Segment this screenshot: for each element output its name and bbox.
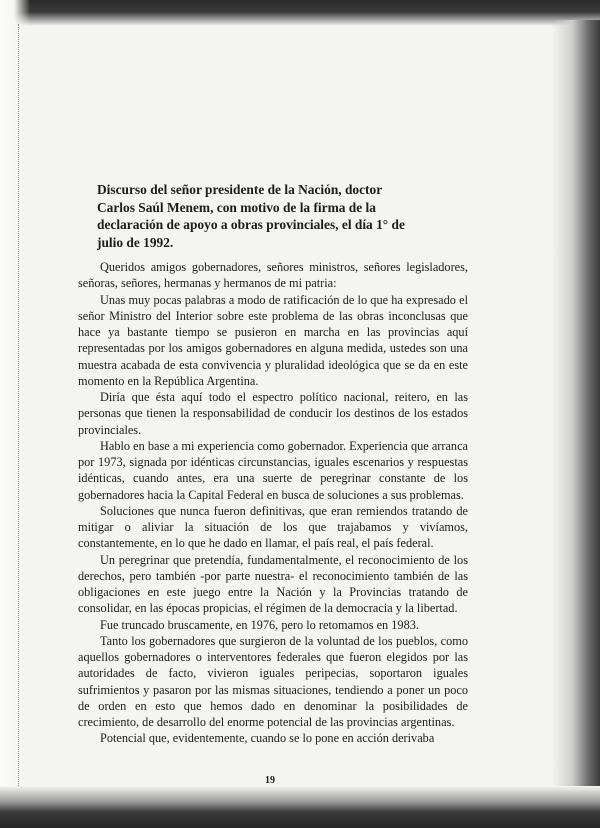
paragraph-3: Diría que ésta aquí todo el espectro político nacional, reitero, en las personas que tienen la responsabilidad de conducir los destinos de los estados provinciales.	[78, 390, 468, 437]
page-number: 19	[265, 775, 275, 786]
paragraph-6: Un peregrinar que pretendía, fundamentalmente, el reconocimiento de los derechos, pero también -por parte nuestra- el reconocimiento también de las obligaciones en este juego entre la Nación y la Provincias tratando de consolidar, en las épocas propicias, el régimen de la democracia y la libertad.	[78, 552, 468, 616]
paragraph-9: Potencial que, evidentemente, cuando se lo pone en acción derivaba	[100, 731, 435, 746]
paragraph-8: Tanto los gobernadores que surgieron de la voluntad de los pueblos, como aquellos gobernadores o interventores federales que fueron elegidos por las autoridades de facto, vivieron iguales peripecias, soportaron iguales sufrimientos y pasaron por las mismas situaciones, tendiendo a poner un poco de orden en esto que hemos dado en denominar la posibilidades de crecimiento, de desarrollo del enorme potencial de las provincias argentinas.	[78, 633, 468, 729]
scan-shadow-right	[552, 20, 600, 810]
speech-title: Discurso del señor presidente de la Nación, doctor Carlos Saúl Menem, con motivo de la firma de la declaración de apoyo a obras provinciales, el día 1° de julio de 1992.	[97, 182, 405, 250]
paragraph-5: Soluciones que nunca fueron definitivas, que eran remiendos tratando de mitigar o aliviar la situación de los que trajabamos y vivíamos, constantemente, en lo que he dado en llamar, el país real, el país federal.	[78, 503, 468, 551]
paragraph-1: Queridos amigos gobernadores, señores ministros, señores legisladores, señoras, señores, hermanas y hermanos de mi patria:	[78, 260, 468, 291]
paragraph-7: Fue truncado bruscamente, en 1976, pero lo retomamos en 1983.	[100, 617, 419, 632]
scan-binding-line	[18, 24, 19, 794]
scan-edge-left	[0, 0, 30, 828]
paragraph-4: Hablo en base a mi experiencia como gobernador. Experiencia que arranca por 1973, signada por idénticas circunstancias, iguales escenarios y respuestas idénticas, cuando antes, era una suerte de peregrinar constante de los gobernadores hacia la Capital Federal en busca de soluciones a sus problemas.	[78, 438, 468, 502]
speech-body	[78, 259, 468, 747]
scan-shadow-top	[0, 0, 600, 26]
paragraph-2: Unas muy pocas palabras a modo de ratificación de lo que ha expresado el señor Ministro del Interior sobre este problema de las obras inconclusas que hace ya bastante tiempo se pusieron en marcha en las provincias aquí representadas por los amigos gobernadores en alguna medida, ustedes son una muestra acabada de esta convivencia y pluralidad ideológica que se da en este momento en la República Argentina.	[78, 292, 468, 388]
scan-shadow-bottom	[0, 786, 600, 828]
